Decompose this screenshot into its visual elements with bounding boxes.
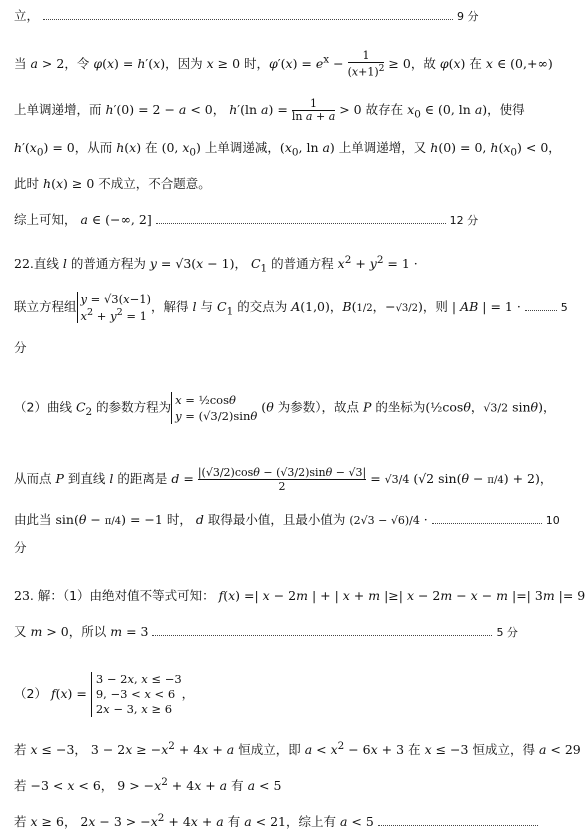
line-q23-abs: 23. 解：（1）由绝对值不等式可知： f(x) =| x − 2m | + | x + m |≥| x − 2m − x − m |=| 3m |= 9	[14, 588, 585, 603]
line-fen: 分	[14, 540, 27, 555]
line-q23-case3: 若 x ≥ 6， $2x - 3 > -x^2 + 4x + a$ 有 a < 21，综上有 a < 5	[14, 810, 538, 830]
line-continuation-li	[14, 8, 478, 25]
line-q23-piecewise: （2） f(x) = 3 − 2x, x ≤ −3 9, −3 < x < 6 2x − 3, x ≥ 6 ，	[14, 672, 195, 716]
line-q22-distance: 从而点 P 到直线 l 的距离是 d = $\frac{|(√3/2)\cos\theta - (√3/2)\sin\theta - √3|}{2}$ = √3/4 (√2 sin(θ − π/4) + 2)，	[14, 466, 553, 493]
score-9: 9 分	[456, 10, 479, 23]
line-q22-standard-eq: 22.直线 l 的普通方程为 y = √3(x − 1)， $C_1$ 的普通方程 $x^2 + y^2 = 1$ ·	[14, 254, 418, 275]
line-not-hold: 此时 h(x) ≥ 0 不成立，不合题意。	[14, 176, 211, 191]
dot-leader	[156, 213, 446, 224]
text-li: 立，	[14, 8, 40, 23]
dot-leader	[152, 625, 492, 636]
line-q22-param: （2）曲线 $C_2$ 的参数方程为 x = ½cosθ y = (√3/2)sinθ (θ 为参数），故点 P 的坐标为(½cosθ，√3/2 sinθ)，	[14, 393, 556, 423]
line-q22-intersection: 联立方程组 y = √3(x−1) $x^2 + y^2 = 1$ ，解得 l 与 $C_1$ 的交点为 A(1,0)，B(1/2，−√3/2)，则 | AB | = 1 · 5	[14, 292, 568, 323]
score-5: 5	[560, 300, 568, 314]
line-monotonic-exists: 上单调递增，而 h′(0) = 2 − a < 0， h′(ln a) = $\frac{1}{\text{ln a + a}}$ > 0 故存在 $x_0$ ∈ (0, ln a)，使得	[14, 97, 525, 123]
dot-leader	[432, 513, 542, 524]
line-h-x0: $h'(x_0) = 0$，从而 h(x) 在 (0, $x_0$) 上单调递减，($x_0$, ln a) 上单调递增，又 h(0) = 0, $h(x_0) < 0$，	[14, 140, 561, 159]
line-phi-derivative: 当 a > 2，令 φ(x) = h′(x)，因为 x ≥ 0 时，$\varphi'(x) = e^x$ − $\frac{1}{(x+1)^2}$ ≥ 0，故 φ(x) 在 x ∈ (0,+∞)	[14, 49, 553, 79]
dot-leader	[43, 9, 453, 20]
line-q22-minimum: 由此当 sin(θ − π/4) = −1 时， d 取得最小值，且最小值为 (2√3 − √6)/4 · 10	[14, 512, 560, 527]
line-fen: 分	[14, 340, 27, 355]
score-10: 10	[545, 514, 560, 527]
dot-leader	[378, 815, 538, 826]
line-q23-case1: 若 x ≤ −3， $3 - 2x \ge -x^2 + 4x + a$ 恒成立，即 $a < x^2 - 6x + 3$ 在 x ≤ −3 恒成立，得 a < 29	[14, 740, 581, 758]
line-q23-m: 又 m > 0，所以 m = 3 5 分	[14, 624, 518, 639]
line-q23-case2: 若 −3 < x < 6， $9 > -x^2 + 4x + a$ 有 a < 5	[14, 776, 282, 794]
dot-leader	[525, 300, 557, 311]
line-conclusion-a: 综上可知， a ∈ (−∞, 2] 12 分	[14, 212, 479, 227]
score-12: 12 分	[449, 214, 479, 227]
score-5-fen: 5 分	[496, 626, 518, 639]
